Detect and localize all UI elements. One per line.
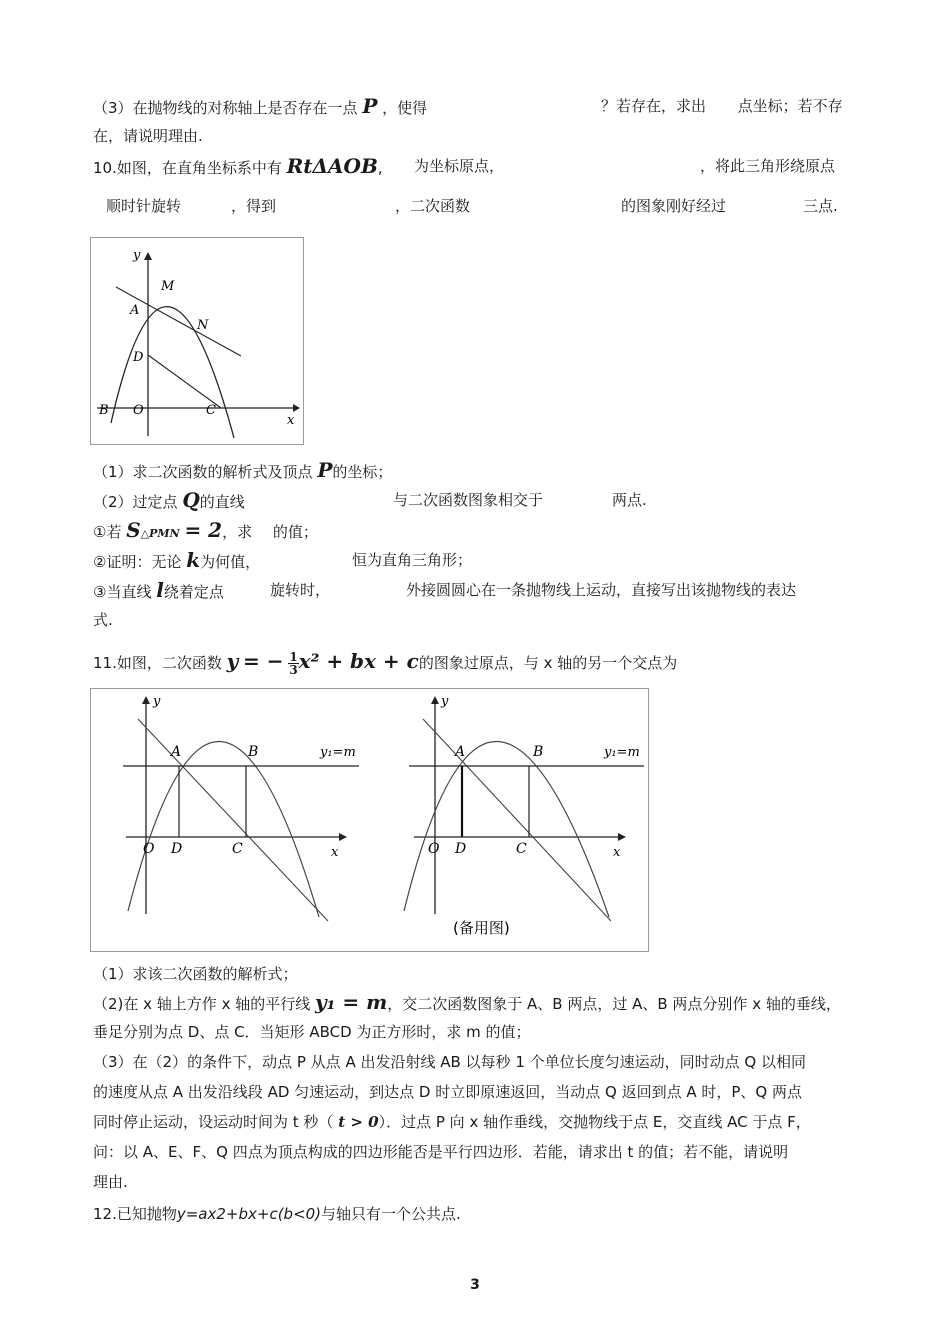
q10-part1 <box>93 460 392 482</box>
q10-area-S: S <box>126 518 141 542</box>
right-label-A: A <box>455 744 466 760</box>
q10-intro: 10.如图，在直角坐标系中有 <box>93 159 282 177</box>
q10-sub3-end: 式. <box>93 611 113 629</box>
q10-sub2-text: ②证明：无论 <box>93 553 182 571</box>
q10-sub2 <box>93 550 260 572</box>
q11-part3-line5: 理由. <box>93 1173 128 1191</box>
page-number: 3 <box>470 1277 480 1293</box>
q11-part2-line1 <box>93 992 841 1014</box>
right-label-B: B <box>533 744 544 760</box>
q9-part3-text: （3）在抛物线的对称轴上是否存在一点 <box>93 99 358 117</box>
left-label-y1m: y₁=m <box>320 745 356 760</box>
q10-part2-text: （2）过定点 <box>93 493 178 511</box>
q9-part3-line1 <box>93 96 427 118</box>
x-axis-arrow-icon <box>293 404 300 412</box>
label-A: A <box>130 303 140 318</box>
q11-func-y: y <box>226 649 239 673</box>
q10-comma: , <box>377 159 383 177</box>
q10-line2a: 顺时针旋转 <box>106 197 182 215</box>
q11-fraction <box>288 651 298 676</box>
q10-sub2-end: 恒为直角三角形； <box>352 551 473 569</box>
q10-line1 <box>93 156 383 178</box>
left-label-O: O <box>143 841 155 857</box>
q10-sub1-end: 的值； <box>272 523 318 541</box>
q10-vertex-P: P <box>317 458 333 482</box>
q11-frac-den: 3 <box>289 663 298 677</box>
left-x-axis-arrow-icon <box>339 833 347 841</box>
q12-formula: y=ax2+bx+c(b<0) <box>176 1205 322 1223</box>
label-M: M <box>161 279 175 294</box>
q11-part3-line1: （3）在（2）的条件下，动点 P 从点 A 出发沿射线 AB 以每秒 1 个单位长度匀速运动，同时动点 Q 以相同 <box>93 1053 806 1071</box>
label-D: D <box>133 350 144 365</box>
q11-func-rest: x² + bx + c <box>298 649 419 673</box>
y-axis-arrow-icon <box>144 252 152 260</box>
q12-text2: 与轴只有一个公共点. <box>321 1205 461 1223</box>
q11-part2-text2: ，交二次函数图象于 A、B 两点，过 A、B 两点分别作 x 轴的垂线， <box>387 995 841 1013</box>
left-line-AC <box>138 719 328 921</box>
q12-text: 12.已知抛物 <box>93 1205 177 1223</box>
q11-part3-line3 <box>93 1112 811 1132</box>
q10-line2c: ，二次函数 <box>395 197 471 215</box>
label-C: C <box>206 403 216 418</box>
q11-y1m: y₁ = m <box>315 990 388 1014</box>
line-MN <box>116 287 241 356</box>
q11-part2-text: （2)在 x 轴上方作 x 轴的平行线 <box>93 995 311 1013</box>
right-label-D: D <box>455 841 467 857</box>
right-y-axis-arrow-icon <box>431 696 439 704</box>
right-label-y1m: y₁=m <box>604 745 640 760</box>
right-label-y: y <box>441 694 449 709</box>
q10-area-eq: = 2 <box>184 518 223 542</box>
q10-sub3 <box>93 580 224 602</box>
q10-graph <box>91 238 303 444</box>
q11-intro <box>93 648 678 677</box>
label-x: x <box>287 413 295 428</box>
left-label-y: y <box>153 694 161 709</box>
q11-intro-end: 的图象过原点，与 x 轴的另一个交点为 <box>418 654 678 672</box>
q10-line2b: ，得到 <box>231 197 277 215</box>
q10-line2e: 三点. <box>803 197 838 215</box>
label-B: B <box>99 403 109 418</box>
q11-part3-line4: 问：以 A、E、F、Q 四点为顶点构成的四边形能否是平行四边形．若能，请求出 t 的值；若不能，请说明 <box>93 1143 789 1161</box>
q10-rotate-text: ，将此三角形绕原点 <box>700 157 836 175</box>
q10-line-l: l <box>156 578 164 602</box>
label-O: O <box>133 403 144 418</box>
right-label-C: C <box>516 841 527 857</box>
q11-part3-text2: ）．过点 P 向 x 轴作垂线，交抛物线于点 E，交直线 AC 于点 F， <box>378 1113 811 1131</box>
q11-part2-line2: 垂足分别为点 D、点 C．当矩形 ABCD 为正方形时，求 m 的值； <box>93 1023 531 1041</box>
right-label-x: x <box>613 845 621 860</box>
q11-part3-text: 同时停止运动，设运动时间为 t 秒（ <box>93 1113 334 1131</box>
q9-part3-text3: ？若存在，求出 <box>601 97 707 115</box>
left-label-A: A <box>171 744 182 760</box>
label-y: y <box>133 248 141 263</box>
q10-area-sub: △PMN <box>140 527 180 540</box>
q10-sub1-ask: ，求 <box>222 523 253 541</box>
q12-intro <box>93 1204 461 1224</box>
left-label-x: x <box>331 845 339 860</box>
q9-part3-text2: ，使得 <box>382 99 428 117</box>
q10-sub3-rest: 外接圆圆心在一条抛物线上运动，直接写出该抛物线的表达 <box>406 581 797 599</box>
q10-part2-end: 两点. <box>612 491 647 509</box>
q10-part1-end: 的坐标； <box>332 463 393 481</box>
left-label-D: D <box>171 841 183 857</box>
q10-part2-line: 的直线 <box>199 493 245 511</box>
q11-func-eq: = − <box>243 649 284 673</box>
q9-part3-line2: 在，请说明理由. <box>93 127 203 145</box>
label-N: N <box>197 318 209 333</box>
q11-graphs <box>91 689 648 951</box>
q10-part2-intersect: 与二次函数图象相交于 <box>393 491 544 509</box>
q9-part3-text4: 点坐标；若不存 <box>737 97 843 115</box>
q11-intro-text: 11.如图，二次函数 <box>93 654 222 672</box>
q10-sub3-mid: 绕着定点 <box>163 583 224 601</box>
q10-part2 <box>93 490 245 512</box>
q9-part3-line1-right <box>601 96 843 116</box>
left-label-B: B <box>248 744 259 760</box>
right-caption: (备用图) <box>453 919 510 937</box>
q11-graph-left <box>123 694 359 921</box>
left-y-axis-arrow-icon <box>142 696 150 704</box>
q10-sub3-text: ③当直线 <box>93 583 152 601</box>
right-line-AC <box>423 719 611 921</box>
right-label-O: O <box>428 841 440 857</box>
q10-k: k <box>186 548 201 572</box>
q11-part3-line2: 的速度从点 A 出发沿线段 AD 匀速运动，到达点 D 时立即原速返回，当动点 Q 返回到点 A 时，P、Q 两点 <box>93 1083 802 1101</box>
q10-sub3-rotate: 旋转时， <box>270 581 331 599</box>
q10-part1-text: （1）求二次函数的解析式及顶点 <box>93 463 313 481</box>
q11-t-positive: t > 0 <box>338 1113 379 1131</box>
q10-point-Q: Q <box>182 488 200 512</box>
q10-figure <box>90 237 304 445</box>
q10-origin-text: 为坐标原点， <box>414 157 505 175</box>
q11-frac-num: 1 <box>289 650 298 664</box>
right-x-axis-arrow-icon <box>618 833 626 841</box>
left-parabola <box>128 741 319 917</box>
q9-point-P: P <box>362 94 378 118</box>
left-label-C: C <box>232 841 243 857</box>
q10-sub1-text: ①若 <box>93 523 122 541</box>
q11-part1: （1）求该二次函数的解析式； <box>93 965 298 983</box>
q10-sub1 <box>93 520 318 544</box>
q10-sub2-mid: 为何值， <box>200 553 261 571</box>
q10-triangle-notation: RtΔAOB <box>286 154 378 178</box>
q10-line2d: 的图象刚好经过 <box>621 197 727 215</box>
q11-figure <box>90 688 649 952</box>
q11-graph-right <box>404 694 644 937</box>
